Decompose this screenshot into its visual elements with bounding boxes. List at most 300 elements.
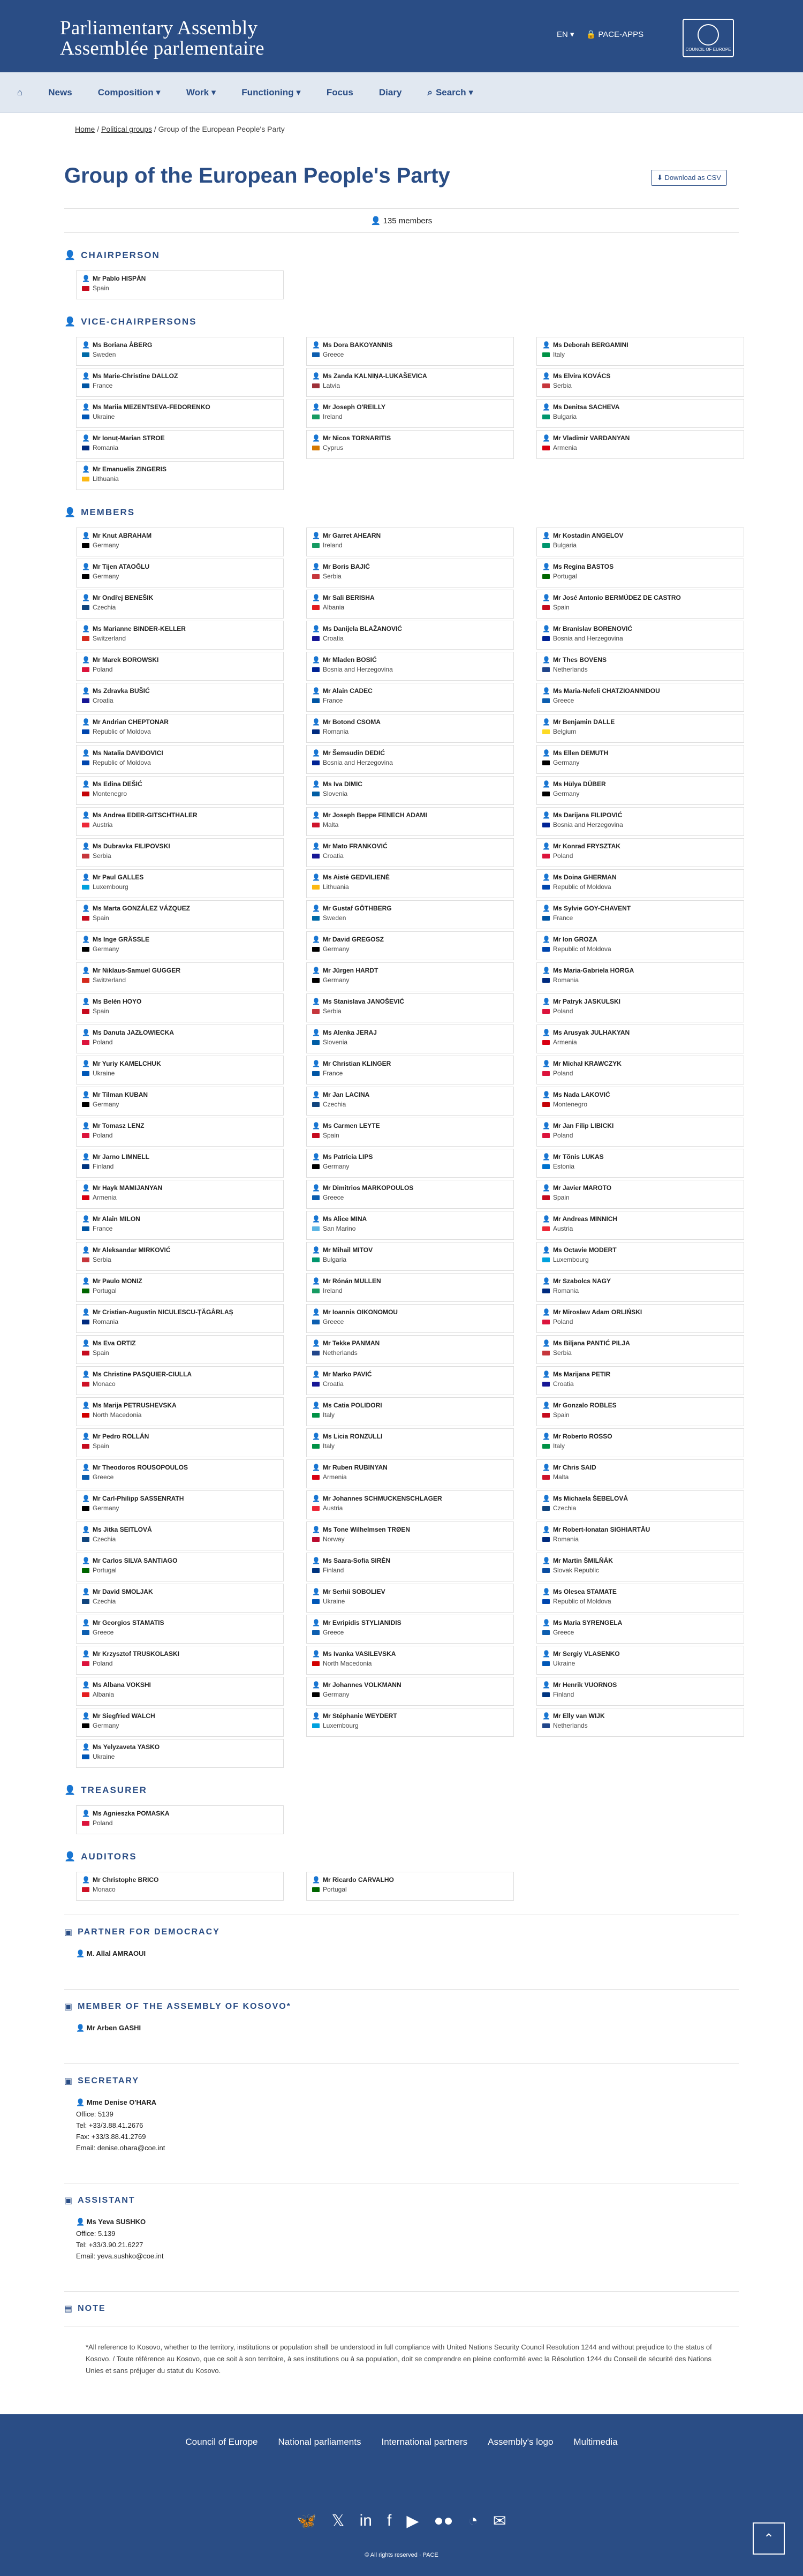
member-card[interactable] [306,1211,514,1240]
section-title-chairperson: 👤 CHAIRPERSON [64,250,160,260]
person-icon: 👤 [542,1402,550,1409]
flag-icon [542,543,550,548]
partner-name[interactable]: 👤 M. Allal AMRAOUI [76,1949,146,1957]
member-country: Luxembourg [542,1256,738,1263]
member-country: Monaco [82,1886,278,1893]
member-card[interactable] [76,368,284,397]
flag-icon [82,947,89,952]
person-icon: 👤 [82,532,90,539]
member-card[interactable] [76,1211,284,1240]
social-links [0,2447,803,2530]
member-card[interactable] [536,931,744,960]
member-card[interactable] [536,652,744,681]
person-icon: 👤 [542,434,550,442]
person-icon: 👤 [82,1619,90,1626]
member-card[interactable] [76,1646,284,1675]
member-country: Croatia [82,697,278,704]
member-card[interactable] [536,1708,744,1737]
nav-focus[interactable]: Focus [326,87,353,97]
member-card[interactable] [536,1118,744,1147]
member-card[interactable] [76,838,284,867]
person-icon: 👤 [82,998,90,1005]
member-card[interactable] [306,962,514,991]
member-name: 👤 Ms Natalia DAVIDOVICI [82,749,163,757]
member-card[interactable] [76,1242,284,1271]
member-country: Albania [312,604,508,611]
person-icon: 👤 [82,1810,90,1817]
member-card[interactable] [306,1490,514,1519]
member-card[interactable] [76,461,284,490]
person-icon: 👤 [542,1060,550,1067]
member-card[interactable] [76,807,284,836]
member-name: 👤 Mr Dimitrios MARKOPOULOS [312,1184,414,1192]
member-card[interactable] [306,1087,514,1116]
member-card[interactable] [76,337,284,366]
member-card[interactable] [306,1335,514,1364]
member-card[interactable] [536,1242,744,1271]
member-name: 👤 Mr Andrian CHEPTONAR [82,718,169,726]
member-card[interactable] [306,714,514,743]
member-country: Finland [312,1566,508,1574]
member-country: Germany [542,759,738,766]
flag-icon [542,1475,550,1480]
flag-icon [82,760,89,765]
flag-icon [542,1102,550,1107]
member-country: Croatia [542,1380,738,1388]
person-icon: 👤 [312,1122,320,1129]
member-card[interactable] [306,528,514,556]
member-country: Ukraine [82,1069,278,1077]
member-card[interactable] [536,1397,744,1426]
member-card[interactable] [306,399,514,428]
member-card[interactable] [306,1428,514,1457]
member-country: Portugal [312,1886,508,1893]
member-country: Greece [82,1473,278,1481]
member-card[interactable] [306,652,514,681]
flag-icon [82,729,89,734]
person-icon: 👤 [82,811,90,819]
flag-icon [312,1133,320,1138]
member-card[interactable] [306,993,514,1022]
member-card[interactable] [76,1872,284,1901]
member-card[interactable] [536,1615,744,1644]
member-card[interactable] [76,652,284,681]
home-icon[interactable]: ⌂ [17,87,23,97]
member-country: Slovenia [312,790,508,797]
member-card[interactable] [76,1273,284,1302]
member-card[interactable] [76,1522,284,1550]
flag-icon [312,978,320,983]
member-card[interactable] [536,1428,744,1457]
footer-link-partners[interactable]: International partners [381,2437,468,2447]
person-icon: 👤 [82,936,90,943]
newsletter-icon[interactable]: ✉ [493,2512,506,2530]
member-card[interactable] [76,1584,284,1613]
member-country: Romania [82,1318,278,1325]
member-name: 👤 Mr Georgios STAMATIS [82,1619,164,1626]
flickr-icon[interactable]: ●● [434,2512,453,2529]
flag-icon [312,698,320,703]
person-icon: 👤 [542,1339,550,1347]
member-card[interactable] [76,745,284,774]
flag-icon [82,1071,89,1076]
logo-circle [698,24,719,46]
flag-icon [542,415,550,419]
footer-link-coe[interactable]: Council of Europe [185,2437,258,2447]
member-card[interactable] [76,1739,284,1768]
member-country: Bosnia and Herzegovina [312,759,508,766]
member-card[interactable] [536,1304,744,1333]
member-card[interactable] [76,1025,284,1053]
member-card[interactable] [76,399,284,428]
member-country: Greece [312,1318,508,1325]
member-name: 👤 Mr Niklaus-Samuel GUGGER [82,967,180,974]
flag-icon [82,667,89,672]
flag-icon [82,1257,89,1262]
member-country: Ukraine [82,413,278,420]
members-count: 👤 135 members [64,208,739,233]
youtube-icon[interactable]: ▶ [406,2512,419,2530]
member-card[interactable] [306,900,514,929]
assistant-email[interactable]: Email: yeva.sushko@coe.int [76,2252,164,2260]
person-icon: 👤 [542,936,550,943]
member-card[interactable] [306,368,514,397]
member-card[interactable] [536,807,744,836]
member-card[interactable] [536,1490,744,1519]
member-card[interactable] [76,1335,284,1364]
member-card[interactable] [76,1459,284,1488]
member-card[interactable] [306,745,514,774]
nav-news[interactable]: News [48,87,72,97]
member-card[interactable] [76,869,284,898]
member-card[interactable] [306,1180,514,1209]
footer-link-logo[interactable]: Assembly's logo [488,2437,554,2447]
member-card[interactable] [76,1056,284,1084]
member-card[interactable] [536,621,744,650]
member-card[interactable] [76,1118,284,1147]
nav-functioning[interactable]: Functioning ▾ [241,87,301,97]
member-card[interactable] [76,683,284,712]
member-card[interactable] [76,621,284,650]
flag-icon [542,1723,550,1728]
member-country: Estonia [542,1163,738,1170]
member-card[interactable] [306,807,514,836]
flag-icon [542,1413,550,1418]
member-country: Austria [312,1504,508,1512]
member-name: 👤 Mr Ondřej BENEŠIK [82,594,154,601]
flag-icon [542,792,550,796]
member-card[interactable] [76,528,284,556]
member-card[interactable] [76,1553,284,1581]
flag-icon [82,1599,89,1604]
member-name: 👤 Mr Knut ABRAHAM [82,532,152,539]
member-card[interactable] [536,528,744,556]
member-name: 👤 Ms Jitka SEITLOVÁ [82,1526,152,1533]
member-card[interactable] [536,962,744,991]
member-card[interactable] [76,1149,284,1178]
breadcrumb-groups[interactable]: Political groups [101,125,152,133]
nav-diary[interactable]: Diary [378,87,402,97]
rss-icon[interactable]: ◔ [468,2512,478,2529]
member-country: Luxembourg [82,883,278,891]
member-name: 👤 Mr Ricardo CARVALHO [312,1876,394,1884]
x-icon[interactable]: 𝕏 [331,2512,345,2530]
member-card[interactable] [76,559,284,587]
person-icon: 👤 [312,1215,320,1223]
member-card[interactable] [536,869,744,898]
person-icon: 👤 [312,1433,320,1440]
member-country: Republic of Moldova [542,945,738,953]
facebook-icon[interactable]: f [387,2512,392,2529]
nav-work[interactable]: Work ▾ [186,87,216,97]
download-csv-button[interactable]: ⬇ Download as CSV [651,170,727,186]
member-card[interactable] [306,1025,514,1053]
person-icon: 👤 [82,434,90,442]
member-card[interactable] [76,1615,284,1644]
member-card[interactable] [536,838,744,867]
footer-link-parliaments[interactable]: National parliaments [278,2437,361,2447]
member-card[interactable] [76,900,284,929]
member-card[interactable] [76,1087,284,1116]
member-card[interactable] [306,1304,514,1333]
member-name: 👤 Mr Christian KLINGER [312,1060,391,1067]
member-card[interactable] [76,1490,284,1519]
id-card-icon: ▣ [64,2196,74,2205]
back-to-top-button[interactable]: ⌃ [753,2522,785,2555]
member-name: 👤 Ms Maria-Nefeli CHATZIOANNIDOU [542,687,660,695]
member-country: Portugal [82,1287,278,1294]
flag-icon [82,605,89,610]
section-title-members: 👤 MEMBERS [64,507,135,517]
member-country: Italy [312,1411,508,1419]
member-card[interactable] [306,1459,514,1488]
member-name: 👤 Mr Tõnis LUKAS [542,1153,604,1161]
person-icon: 👤 [82,1681,90,1689]
member-card[interactable] [536,1025,744,1053]
person-icon: 👤 [542,1619,550,1626]
footer-links [0,2414,803,2447]
member-card[interactable] [536,1646,744,1675]
member-country: Switzerland [82,635,278,642]
site-title[interactable]: Parliamentary Assembly Assemblée parlementaire [60,17,264,59]
member-card[interactable] [76,1366,284,1395]
member-card[interactable] [76,931,284,960]
flag-icon [312,1009,320,1014]
language-selector[interactable]: EN ▾ [557,30,574,39]
footer-link-multimedia[interactable]: Multimedia [573,2437,618,2447]
member-card[interactable] [536,1211,744,1240]
member-card[interactable] [76,270,284,299]
member-card[interactable] [76,993,284,1022]
member-name: 👤 Ms Carmen LEYTE [312,1122,380,1129]
member-card[interactable] [536,1149,744,1178]
member-card[interactable] [306,683,514,712]
member-country: Ukraine [542,1660,738,1667]
person-icon: 👤 [312,1495,320,1502]
person-icon: 👤 [312,1308,320,1316]
member-card[interactable] [306,430,514,459]
person-icon: 👤 [82,1370,90,1378]
member-card[interactable] [306,1397,514,1426]
flag-icon [542,667,550,672]
member-card[interactable] [536,1677,744,1706]
flag-icon [312,605,320,610]
member-card[interactable] [536,1584,744,1613]
member-card[interactable] [306,1366,514,1395]
linkedin-icon[interactable]: in [359,2512,372,2529]
member-card[interactable] [536,1273,744,1302]
person-icon: 👤 [82,341,90,349]
flag-icon [312,1413,320,1418]
member-country: Romania [82,444,278,451]
person-icon: 👤 [312,749,320,757]
flag-icon [312,1257,320,1262]
member-card[interactable] [536,559,744,587]
member-card[interactable] [536,1366,744,1395]
person-icon: 👤 [312,811,320,819]
member-card[interactable] [306,1584,514,1613]
member-card[interactable] [76,962,284,991]
member-card[interactable] [76,1304,284,1333]
member-card[interactable] [306,1056,514,1084]
member-card[interactable] [306,1646,514,1675]
member-card[interactable] [306,337,514,366]
flag-icon [312,1351,320,1355]
member-card[interactable] [536,1553,744,1581]
member-card[interactable] [536,337,744,366]
member-card[interactable] [306,776,514,805]
member-card[interactable] [306,869,514,898]
member-card[interactable] [76,776,284,805]
nav-search[interactable]: ⌕ Search ▾ [427,87,473,97]
member-card[interactable] [536,1056,744,1084]
member-name: 👤 Mr Johannes VOLKMANN [312,1681,402,1689]
member-card[interactable] [306,1522,514,1550]
secretary-name: 👤 Mme Denise O'HARA [76,2098,157,2106]
member-card[interactable] [536,430,744,459]
member-card[interactable] [306,1553,514,1581]
member-card[interactable] [536,993,744,1022]
member-country: Portugal [542,573,738,580]
member-country: Croatia [312,852,508,860]
person-icon: 👤 [312,1029,320,1036]
member-card[interactable] [306,1242,514,1271]
member-card[interactable] [536,590,744,619]
member-name: 👤 Mr Johannes SCHMUCKENSCHLAGER [312,1495,442,1502]
member-sections [64,250,739,1901]
member-card[interactable] [306,1273,514,1302]
people-icon: 👤 [64,1851,77,1862]
kosovo-name[interactable]: 👤 Mr Arben GASHI [76,2024,141,2032]
member-card[interactable] [536,1087,744,1116]
member-card[interactable] [76,714,284,743]
flag-icon [82,1226,89,1231]
member-card[interactable] [306,1149,514,1178]
member-card[interactable] [306,621,514,650]
member-card[interactable] [306,931,514,960]
flag-icon [542,854,550,858]
person-icon: 👤 [82,905,90,912]
member-country: Ukraine [312,1598,508,1605]
person-icon: 👤 [312,1153,320,1161]
person-icon: 👤 [82,1215,90,1223]
member-card[interactable] [306,1708,514,1737]
member-name: 👤 Mr Ion GROZA [542,936,597,943]
member-card[interactable] [76,1677,284,1706]
member-card[interactable] [306,1615,514,1644]
member-card[interactable] [76,1180,284,1209]
member-name: 👤 Ms Licia RONZULLI [312,1433,383,1440]
member-name: 👤 Ms Boriana ÅBERG [82,341,153,349]
member-card[interactable] [536,368,744,397]
pace-apps-link[interactable]: 🔒 PACE-APPS [586,30,644,39]
member-country: Germany [312,976,508,984]
member-card[interactable] [76,590,284,619]
bluesky-icon[interactable]: 🦋 [297,2512,317,2530]
member-country: Republic of Moldova [542,883,738,891]
member-name: 👤 Mr Gonzalo ROBLES [542,1402,617,1409]
member-card[interactable] [306,590,514,619]
member-card[interactable] [76,430,284,459]
chairperson-grid [64,270,739,299]
member-country: Greece [542,697,738,704]
member-card[interactable] [536,745,744,774]
member-name: 👤 Ms Alenka JERAJ [312,1029,377,1036]
member-name: 👤 Mr Garret AHEARN [312,532,381,539]
member-card[interactable] [306,1118,514,1147]
member-card[interactable] [76,1708,284,1737]
member-card[interactable] [536,714,744,743]
member-card[interactable] [76,1428,284,1457]
member-card[interactable] [306,1872,514,1901]
member-card[interactable] [536,1180,744,1209]
member-card[interactable] [536,683,744,712]
member-card[interactable] [536,1335,744,1364]
member-name: 👤 Ms Marianne BINDER-KELLER [82,625,186,632]
member-card[interactable] [306,838,514,867]
person-icon: 👤 [82,1122,90,1129]
member-card[interactable] [306,1677,514,1706]
section-title-vice: 👤 VICE-CHAIRPERSONS [64,317,197,327]
member-country: Bulgaria [542,541,738,549]
council-of-europe-logo[interactable]: COUNCIL OF EUROPE [683,19,734,57]
flag-icon [312,1506,320,1511]
member-country: Germany [312,1691,508,1698]
secretary-email[interactable]: Email: denise.ohara@coe.int [76,2144,165,2152]
vice-grid [64,337,739,490]
breadcrumb-home[interactable]: Home [75,125,95,133]
person-icon: 👤 [82,625,90,632]
member-name: 👤 Ms Arusyak JULHAKYAN [542,1029,630,1036]
nav-composition[interactable]: Composition ▾ [97,87,161,97]
member-card[interactable] [76,1805,284,1834]
member-name: 👤 Mr Chris SAID [542,1464,596,1471]
member-card[interactable] [536,1522,744,1550]
person-icon: 👤 [312,967,320,974]
member-card[interactable] [536,776,744,805]
member-country: Germany [82,541,278,549]
member-card[interactable] [536,900,744,929]
flag-icon [82,1102,89,1107]
member-card[interactable] [306,559,514,587]
member-card[interactable] [76,1397,284,1426]
person-icon: 👤 [312,1277,320,1285]
person-icon: 👤 [82,1876,90,1884]
member-name: 👤 Mr Ionuț-Marian STROE [82,434,165,442]
member-card[interactable] [536,1459,744,1488]
member-card[interactable] [536,399,744,428]
flag-icon [82,383,89,388]
